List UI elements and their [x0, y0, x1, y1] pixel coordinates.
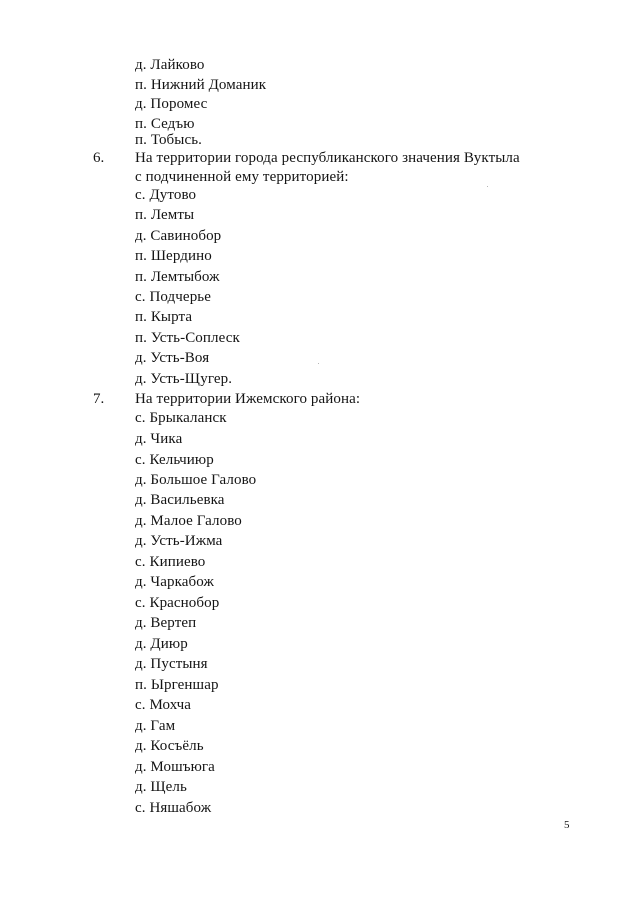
- list-item: д. Большое Галово: [135, 472, 257, 488]
- list-item: с. Кельчиюр: [135, 452, 214, 468]
- list-item: п. Лемты: [135, 207, 195, 223]
- scan-speck: [318, 363, 319, 364]
- list-number: 7.: [93, 391, 105, 407]
- list-item: д. Щель: [135, 779, 187, 795]
- list-item: д. Мошъюга: [135, 759, 215, 775]
- list-item: с. Брыкаланск: [135, 410, 227, 426]
- list-item: д. Васильевка: [135, 492, 225, 508]
- list-item: д. Усть-Воя: [135, 350, 210, 366]
- list-item: с. Няшабож: [135, 800, 212, 816]
- list-item: д. Вертеп: [135, 615, 197, 631]
- list-item: п. Усть-Соплеск: [135, 330, 240, 346]
- list-item: с. Подчерье: [135, 289, 211, 305]
- list-item: с. Мохча: [135, 697, 192, 713]
- list-item: п. Лемтыбож: [135, 269, 220, 285]
- list-item: п. Шердино: [135, 248, 212, 264]
- page-number: 5: [564, 819, 570, 831]
- list-item: д. Лайково: [135, 57, 205, 73]
- scan-speck: [487, 186, 488, 187]
- list-item: с. Кипиево: [135, 554, 206, 570]
- list-item: с. Краснобор: [135, 595, 220, 611]
- section-heading-line: с подчиненной ему территорией:: [135, 169, 349, 185]
- list-item: д. Пустыня: [135, 656, 208, 672]
- section-heading-line: На территории Ижемского района:: [135, 391, 361, 407]
- list-item: п. Кырта: [135, 309, 193, 325]
- section-heading-line: На территории города республиканского значения Вуктыла: [135, 150, 520, 166]
- list-item: п. Тобысь.: [135, 132, 203, 148]
- list-item: д. Усть-Щугер.: [135, 371, 233, 387]
- list-item: п. Нижний Доманик: [135, 77, 267, 93]
- list-item: с. Дутово: [135, 187, 197, 203]
- list-number: 6.: [93, 150, 105, 166]
- list-item: д. Чаркабож: [135, 574, 214, 590]
- list-item: д. Малое Галово: [135, 513, 242, 529]
- list-item: п. Ыргеншар: [135, 677, 219, 693]
- list-item: д. Савинобор: [135, 228, 222, 244]
- list-item: д. Косъёль: [135, 738, 204, 754]
- list-item: д. Чика: [135, 431, 183, 447]
- list-item: д. Диюр: [135, 636, 188, 652]
- list-item: д. Поромес: [135, 96, 208, 112]
- list-item: п. Седъю: [135, 116, 195, 132]
- list-item: д. Гам: [135, 718, 176, 734]
- list-item: д. Усть-Ижма: [135, 533, 223, 549]
